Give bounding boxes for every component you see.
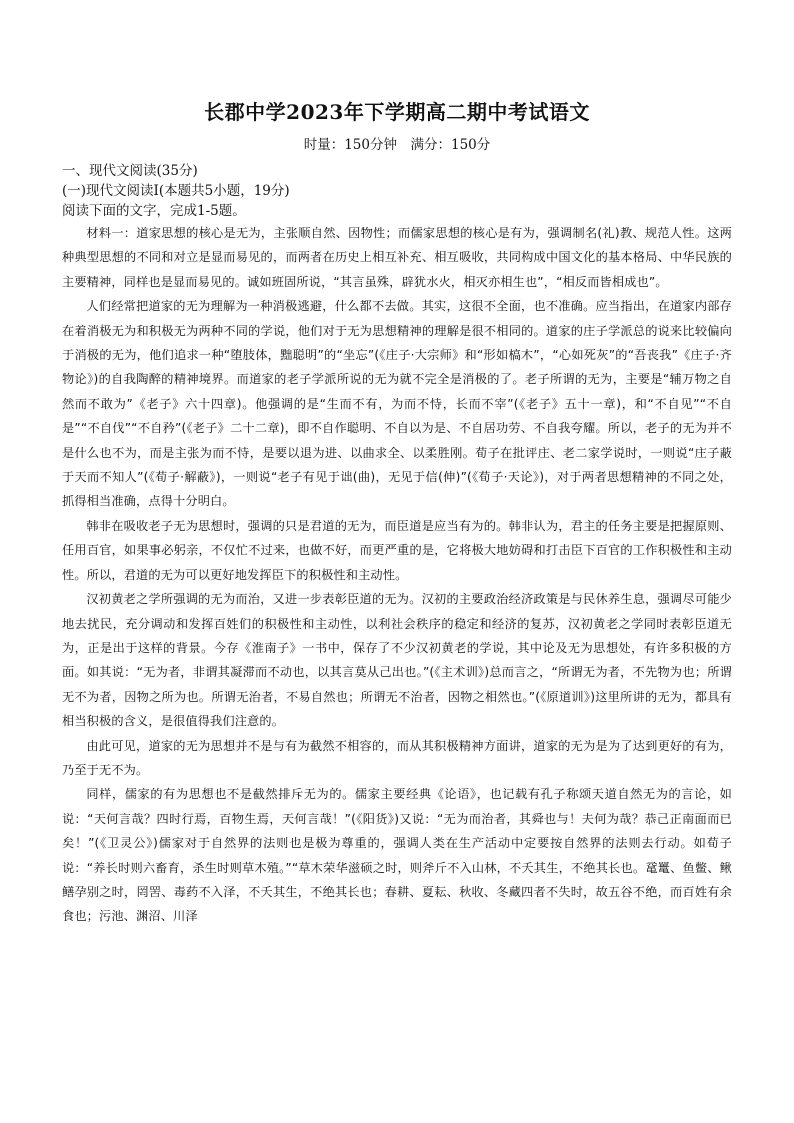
reading-instruction: 阅读下面的文字，完成1-5题。: [62, 203, 246, 219]
section-heading: 一、现代文阅读(35分): [62, 163, 198, 179]
paragraph-2: 人们经常把道家的无为理解为一种消极逃避，什么都不去做。其实，这很不全面，也不准确。应当指出，在道家内部存在着消极无为和积极无为两种不同的学说，他们对于无为思想精神的理解是很不相同的。道家的庄子学派总的说来比较偏向于消极的无为，他们追求一种“堕肢体，黜聪明”的“坐忘”(《庄子·大宗师》和“形如槁木”，“心如死灰”的“吾丧我”《庄子·齐物论》)的自我陶醉的精神境界。而道家的老子学派所说的无为就不完全是消极的了。老子所谓的无为，主要是“辅万物之自然而不敢为”《老子》六十四章)。他强调的是“生而不有，为而不恃，长而不宰”(《老子》五十一章)，和“不自见”“不自是”“不自伐”“不自矜”(《老子》二十二章)，即不自作聪明、不自以为是、不自居功劳、不自我夸耀。所以，老子的无为并不是什么也不为，而是主张为而不恃，是要以退为进、以曲求全、以柔胜刚。荀子在批评庄、老二家学说时，一则说“庄子蔽于天而不知人”(《荀子·解蔽》)，一则说“老子有见于诎(曲)，无见于信(伸)”(《荀子·天论》)，对于两者思想精神的不同之处，抓得相当准确，点得十分明白。: [62, 299, 732, 509]
exam-title: 长郡中学2023年下学期高二期中考试语文: [204, 100, 590, 124]
subsection-heading: (一)现代文阅读Ⅰ(本题共5小题，19分): [62, 183, 290, 199]
paragraph-5: 由此可见，道家的无为思想并不是与有为截然不相容的，而从其积极精神方面讲，道家的无为是为了达到更好的有为，乃至于无不为。: [62, 738, 732, 777]
paragraph-6: 同样，儒家的有为思想也不是截然排斥无为的。儒家主要经典《论语》，也记载有孔子称颂天道自然无为的言论，如说：“天何言哉？四时行焉，百物生焉，天何言哉！”(《阳货》)又说：“无为而治者，其舜也与！夫何为哉？恭己正南面而已矣！”(《卫灵公》)儒家对于自然界的法则也是极为尊重的，强调人类在生产活动中定要按自然界的法则去行动。如荀子说：“养长时则六畜育，杀生时则草木殖。”“草木荣华滋硕之时，则斧斤不入山林，不夭其生，不绝其长也。鼋鼍、鱼鳖、鳅鳝孕别之时，罔罟、毒药不入泽，不夭其生，不绝其长也；春耕、夏耘、秋收、冬藏四者不失时，故五谷不绝，而百姓有余食也；污池、渊沼、川泽: [62, 787, 732, 924]
paragraph-4: 汉初黄老之学所强调的无为而治，又进一步表彰臣道的无为。汉初的主要政治经济政策是与民休养生息，强调尽可能少地去扰民，充分调动和发挥百姓们的积极性和主动性，以利社会秩序的稳定和经济的复苏，汉初黄老之学同时表彰臣道无为，正是出于这样的背景。今存《淮南子》一书中，保存了不少汉初黄老的学说，其中论及无为思想处，有许多积极的方面。如其说：“无为者，非谓其凝滞而不动也，以其言莫从己出也。”(《主术训》)总而言之，“所谓无为者，不先物为也；所谓无不为者，因物之所为也。所谓无治者，不易自然也；所谓无不治者，因物之相然也。”(《原道训》)这里所讲的无为，都具有相当积极的含义，是很值得我们注意的。: [62, 592, 732, 729]
paragraph-3: 韩非在吸收老子无为思想时，强调的只是君道的无为，而臣道是应当有为的。韩非认为，君主的任务主要是把握原则、任用百官，如果事必躬亲，不仅忙不过来，也做不好，而更严重的是，它将极大地妨碍和打击臣下百官的工作积极性和主动性。所以，君道的无为可以更好地发挥臣下的积极性和主动性。: [62, 518, 732, 582]
exam-time-score: 时量：150分钟 满分：150分: [303, 137, 491, 153]
paragraph-material-1: 材料一：道家思想的核心是无为，主张顺自然、因物性；而儒家思想的核心是有为，强调制名(礼)教、规范人性。这两种典型思想的不同和对立是显而易见的，而两者在历史上相互补充、相互吸收，共同构成中国文化的基本格局、中华民族的主要精神，同样也是显而易见的。诚如班固所说，“其言虽殊，辟犹水火，相灭亦相生也”，“相反而皆相成也”。: [62, 226, 732, 289]
